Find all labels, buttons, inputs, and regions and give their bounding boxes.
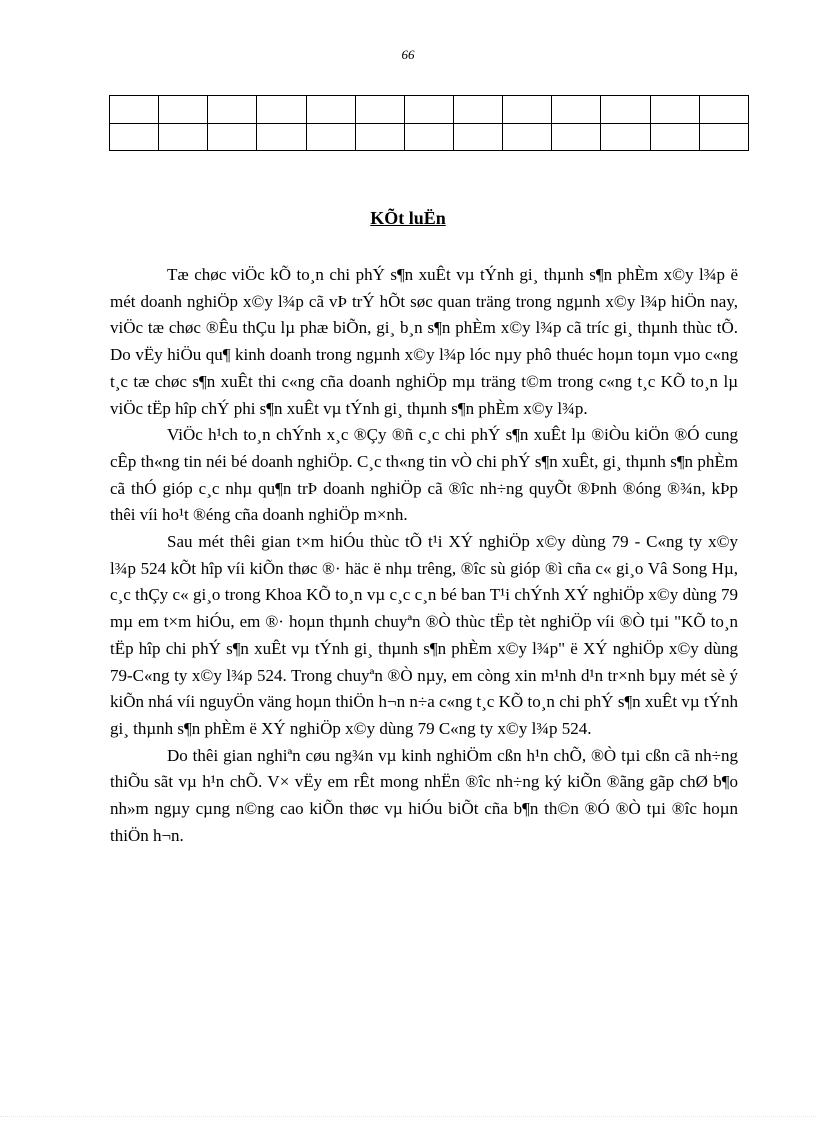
table-cell (552, 96, 601, 124)
table-cell (110, 96, 159, 124)
table-cell (650, 123, 699, 151)
table-cell (503, 96, 552, 124)
table-cell (601, 123, 650, 151)
table-cell (355, 96, 404, 124)
table-cell (404, 96, 453, 124)
paragraph-3: Sau mét thêi gian t×m hiÓu thùc tÕ t¹i XÝ nghiÖp x©y dùng 79 - C«ng ty x©y l¾p 524 kÕt hîp víi kiÕn thøc ®· häc ë nhµ trêng, ®îc sù gióp ®ì cña c« gi¸o Vâ Song Hµ, c¸c thÇy c« gi¸o trong Khoa KÕ to¸n vµ c¸c c¸n bé ban T¹i chÝnh XÝ nghiÖp x©y dùng 79 mµ em t×m hiÓu, em ®· hoµn thµnh chuyªn ®Ò thùc tËp tèt nghiÖp víi ®Ò tµi "KÕ to¸n tËp hîp chi phÝ s¶n xuÊt vµ tÝnh gi¸ thµnh s¶n phÈm x©y l¾p" ë XÝ nghiÖp x©y dùng 79-C«ng ty x©y l¾p 524. Trong chuyªn ®Ò nµy, em còng xin m¹nh d¹n tr×nh bµy mét sè ý kiÕn nhá víi nguyÖn väng hoµn thiÖn h¬n n÷a c«ng t¸c KÕ to¸n chi phÝ s¶n xuÊt vµ tÝnh gi¸ thµnh s¶n phÈm ë XÝ nghiÖp x©y dùng 79 C«ng ty x©y l¾p 524. (110, 532, 738, 738)
section-heading: KÕt luËn (370, 208, 446, 228)
table-cell (306, 123, 355, 151)
table-cell (453, 123, 502, 151)
table-cell (453, 96, 502, 124)
paragraph-2: ViÖc h¹ch to¸n chÝnh x¸c ®Çy ®ñ c¸c chi phÝ s¶n xuÊt lµ ®iÒu kiÖn ®Ó cung cÊp th«ng tin néi bé doanh nghiÖp. C¸c th«ng tin vÒ chi phÝ s¶n xuÊt, gi¸ thµnh s¶n phÈm cã thÓ gióp c¸c nhµ qu¶n trÞ doanh nghiÖp cã ®îc nh÷ng quyÕt ®Þnh ®óng ®¾n, kÞp thêi víi ho¹t ®éng cña doanh nghiÖp m×nh. (110, 425, 738, 525)
table-cell (699, 96, 748, 124)
table-row (110, 96, 749, 124)
table-cell (208, 123, 257, 151)
body-text (110, 262, 738, 849)
table-cell (355, 123, 404, 151)
table-cell (601, 96, 650, 124)
table-cell (699, 123, 748, 151)
empty-table (109, 95, 749, 151)
table-cell (650, 96, 699, 124)
table-row (110, 123, 749, 151)
paragraph-4: Do thêi gian nghiªn cøu ng¾n vµ kinh nghiÖm cßn h¹n chÕ, ®Ò tµi cßn cã nh÷ng thiÕu sãt vµ h¹n chÕ. V× vËy em rÊt mong nhËn ®îc nh÷ng ký kiÕn ®ãng gãp chØ b¶o nh»m ngµy cµng n©ng cao kiÕn thøc vµ hiÓu biÕt cña b¶n th©n ®Ó ®Ò tµi ®îc hoµn thiÖn h¬n. (110, 745, 738, 845)
paragraph-1: Tæ chøc viÖc kÕ to¸n chi phÝ s¶n xuÊt vµ tÝnh gi¸ thµnh s¶n phÈm x©y l¾p ë mét doanh nghiÖp x©y l¾p cã vÞ trÝ hÕt søc quan träng trong ngµnh x©y l¾p hiÖn nay, viÖc tæ chøc ®Êu thÇu lµ phæ biÕn, gi¸ b¸n s¶n phÈm x©y l¾p cã tríc gi¸ thµnh thùc tÕ. Do vËy hiÖu qu¶ kinh doanh trong ngµnh x©y l¾p lóc nµy phô thuéc hoµn toµn vµo c«ng t¸c tæ chøc s¶n xuÊt thi c«ng cña doanh nghiÖp mµ träng t©m trong c«ng t¸c KÕ to¸n lµ viÖc tËp hîp chÝ phi s¶n xuÊt vµ tÝnh gi¸ thµnh s¶n phÈm x©y l¾p. (110, 265, 738, 418)
page-number: 66 (401, 47, 415, 62)
page-bottom-rule (0, 1116, 816, 1117)
table-cell (306, 96, 355, 124)
table-cell (552, 123, 601, 151)
table-cell (110, 123, 159, 151)
table-body (110, 96, 749, 151)
table-cell (404, 123, 453, 151)
table-cell (257, 123, 306, 151)
table-cell (159, 123, 208, 151)
table-cell (208, 96, 257, 124)
table-cell (257, 96, 306, 124)
table-cell (159, 96, 208, 124)
table-cell (503, 123, 552, 151)
